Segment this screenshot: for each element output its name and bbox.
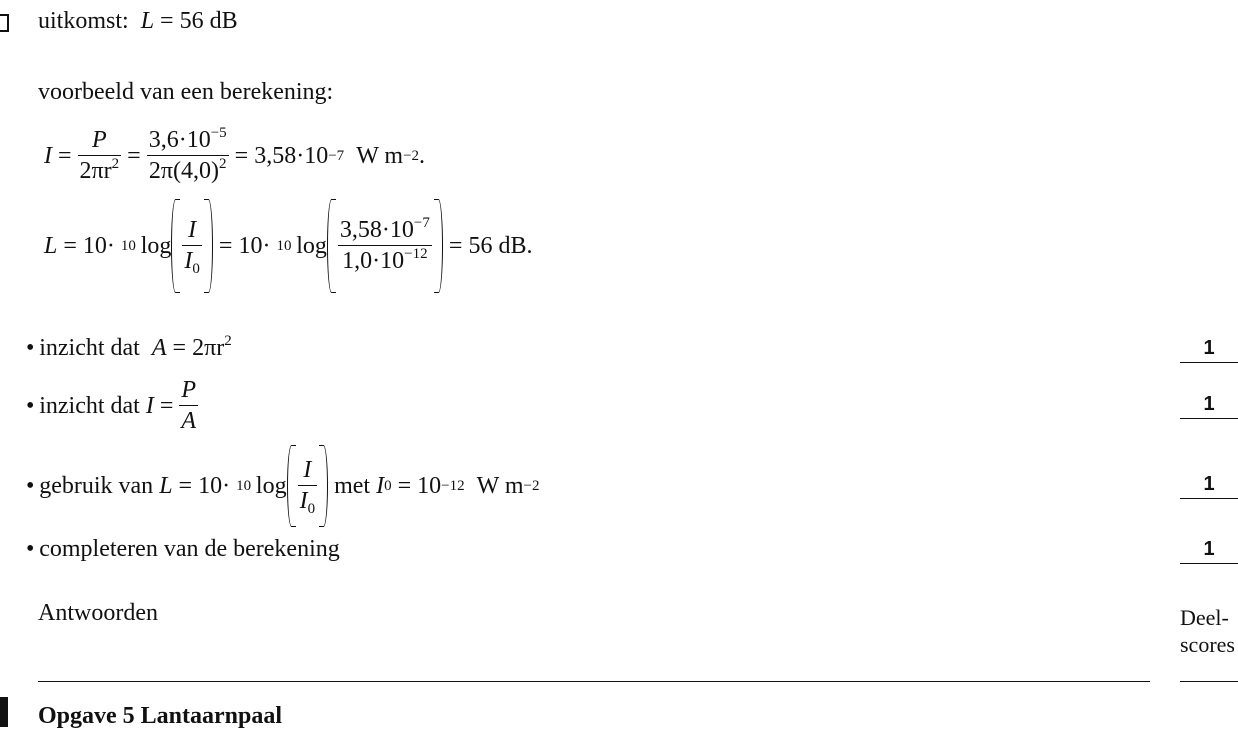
intensity-equation: I = $\frac{P}{2\pi r^2}$ = $\frac{3,6\cdot 10^{-5}}{2\pi(4,0)^2}$ = 3,58·10 −7 W m −2 . bbox=[44, 124, 426, 184]
score-4: 1 bbox=[1180, 537, 1238, 564]
score-3: 1 bbox=[1180, 472, 1238, 499]
result-line: uitkomst: L = 56 dB bbox=[38, 8, 238, 34]
answers-label: Antwoorden bbox=[38, 600, 158, 626]
example-heading: voorbeeld van een berekening: bbox=[38, 79, 334, 105]
question-marker-square bbox=[0, 14, 9, 32]
level-result: 56 dB. bbox=[468, 232, 533, 259]
result-symbol: L bbox=[140, 8, 155, 34]
footer-rule-right bbox=[1180, 681, 1238, 682]
footer-rule-left bbox=[38, 681, 1150, 682]
level-frac-2: $\frac{3,58\cdot 10^{-7}}{1,0\cdot 10^{-12}}$ bbox=[339, 214, 430, 274]
next-section-title: Opgave 5 Lantaarnpaal bbox=[38, 703, 283, 729]
criterion-2: • inzicht dat I = $\frac{P}{A}$ bbox=[26, 376, 197, 434]
score-2: 1 bbox=[1180, 392, 1238, 419]
score-column-label: Deel- scores bbox=[1180, 605, 1235, 657]
criterion-3: • gebruik van L = 10· 10 log $\frac{I}{I_0}$ met I 0 = 10 −12 W m −2 bbox=[26, 444, 539, 528]
result-value: 56 dB bbox=[179, 8, 238, 34]
criterion-4: • completeren van de berekening bbox=[26, 536, 340, 562]
intensity-frac-1: $\frac{P}{2\pi r^2}$ bbox=[79, 126, 120, 184]
result-label: uitkomst: bbox=[38, 8, 129, 34]
criterion-1: • inzicht dat $A = 2\pi r^2$ bbox=[26, 333, 232, 361]
level-equation: L = 10· 10 log $\frac{I}{I_0}$ = 10· 10 log $\frac{3,58\cdot 10^{-7}}{1,0\cdot 10^{-12}}$ = 56 dB. bbox=[44, 200, 532, 292]
intensity-result: 3,58·10 bbox=[254, 142, 329, 169]
intensity-frac-2: $\frac{3,6\cdot 10^{-5}}{2\pi(4,0)^2}$ bbox=[148, 124, 227, 184]
level-frac-1: $\frac{I}{I_0}$ bbox=[184, 216, 200, 277]
score-1: 1 bbox=[1180, 336, 1238, 363]
section-marker-bar bbox=[0, 697, 8, 727]
